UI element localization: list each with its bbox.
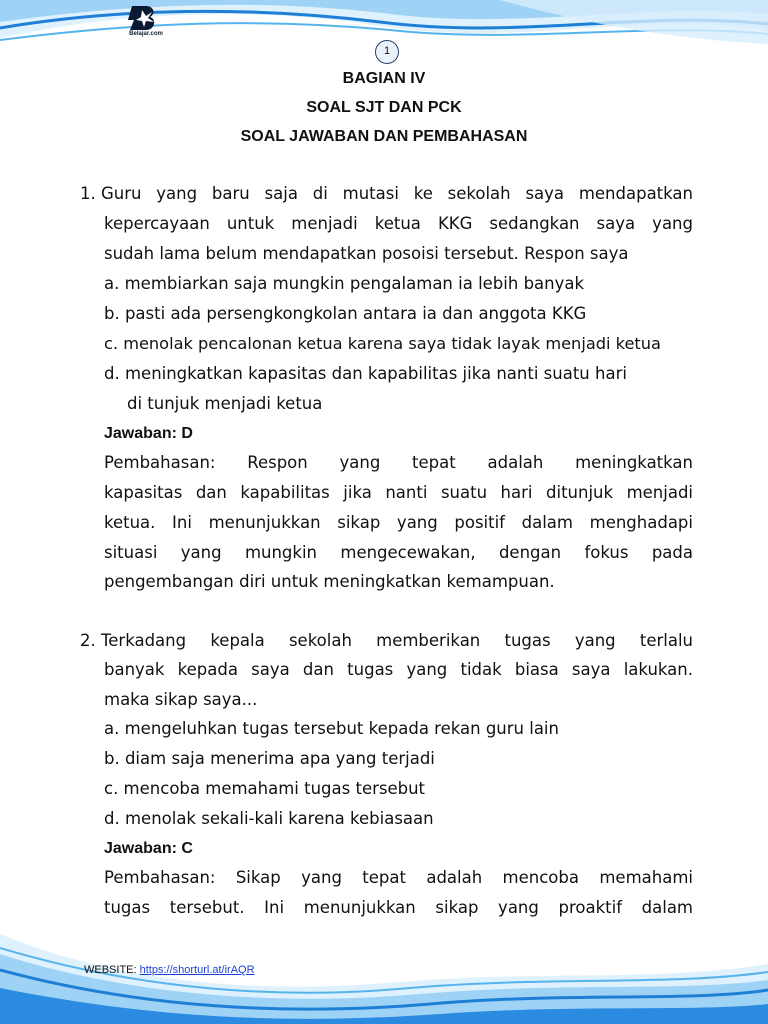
question-stem-line: maka sikap saya... [104, 690, 258, 709]
option-a: a. mengeluhkan tugas tersebut kepada rekan guru lain [104, 719, 559, 738]
answer-label: Jawaban: D [104, 425, 193, 442]
option-d-continued: di tunjuk menjadi ketua [127, 394, 323, 413]
website-label: WEBSITE: [84, 964, 140, 976]
logo-b-icon [126, 4, 162, 32]
answer-label: Jawaban: C [104, 840, 193, 857]
question-stem-line: kepercayaan untuk menjadi ketua KKG sedangkan saya yang [104, 214, 693, 233]
question-stem-line: Guru yang baru saja di mutasi ke sekolah saya mendapatkan [101, 184, 693, 203]
page-number-badge: 1 [375, 40, 399, 64]
question-stem-line: sudah lama belum mendapatkan posoisi tersebut. Respon saya [104, 244, 629, 263]
belajar-logo [116, 4, 172, 40]
question-stem-line: Terkadang kepala sekolah memberikan tugas yang terlalu [101, 631, 693, 650]
question-stem-line: banyak kepada saya dan tugas yang tidak biasa saya lakukan. [104, 660, 693, 679]
option-b: b. pasti ada persengkongkolan antara ia dan anggota KKG [104, 304, 587, 323]
explanation-line: kapasitas dan kapabilitas jika nanti suatu hari ditunjuk menjadi [104, 483, 693, 502]
option-a: a. membiarkan saja mungkin pengalaman ia lebih banyak [104, 274, 585, 293]
website-footer [84, 964, 255, 976]
question-number: 2. [80, 631, 96, 650]
option-c: c. mencoba memahami tugas tersebut [104, 779, 426, 798]
section-subtitle: SOAL SJT DAN PCK [306, 99, 462, 116]
explanation-line: Pembahasan: Sikap yang tepat adalah mencoba memahami [104, 868, 693, 887]
explanation-line: Pembahasan: Respon yang tepat adalah meningkatkan [104, 453, 693, 472]
explanation-line: situasi yang mungkin mengecewakan, dengan fokus pada [104, 543, 693, 562]
explanation-line: pengembangan diri untuk meningkatkan kemampuan. [104, 572, 555, 591]
section-title: BAGIAN IV [342, 70, 426, 87]
option-d: d. menolak sekali-kali karena kebiasaan [104, 809, 434, 828]
option-b: b. diam saja menerima apa yang terjadi [104, 749, 435, 768]
option-c: c. menolak pencalonan ketua karena saya tidak layak menjadi ketua [104, 334, 661, 353]
question-number: 1. [80, 184, 96, 203]
logo-text: Belajar.com [129, 31, 163, 37]
website-link[interactable]: https://shorturl.at/irAQR [139, 964, 255, 976]
option-d: d. meningkatkan kapasitas dan kapabilitas jika nanti suatu hari [104, 364, 627, 383]
explanation-line: tugas tersebut. Ini menunjukkan sikap yang proaktif dalam [104, 898, 693, 917]
explanation-line: ketua. Ini menunjukkan sikap yang positif dalam menghadapi [104, 513, 693, 532]
section-subtitle-2: SOAL JAWABAN DAN PEMBAHASAN [240, 128, 528, 145]
